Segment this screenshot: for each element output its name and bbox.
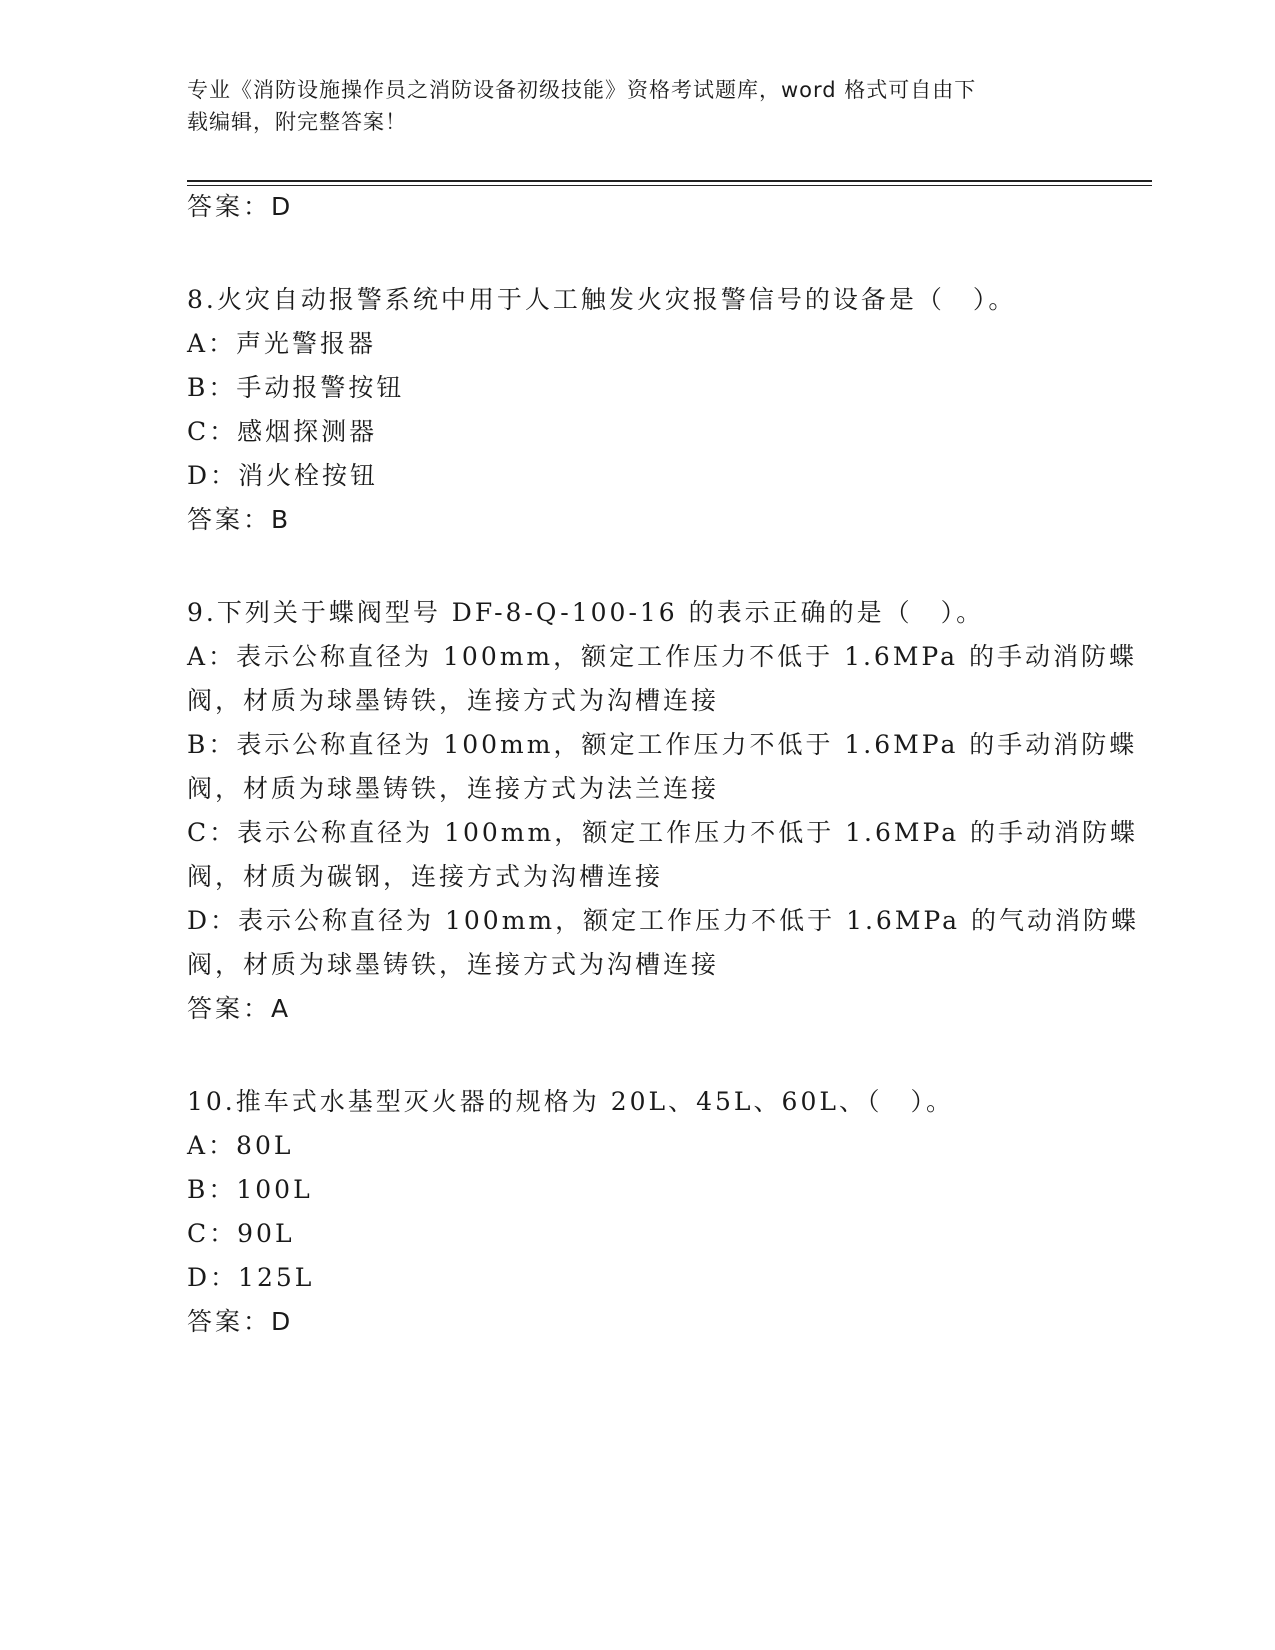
answer-label: 答案：D <box>187 1307 294 1336</box>
question-stem: 8.火灾自动报警系统中用于人工触发火灾报警信号的设备是（ ）。 <box>187 285 1017 314</box>
header-line-1: 专业《消防设施操作员之消防设备初级技能》资格考试题库，word 格式可自由下 <box>187 78 977 102</box>
document-header <box>187 74 1087 138</box>
option-a-continued: 阀，材质为球墨铸铁，连接方式为沟槽连接 <box>187 686 720 715</box>
answer-label: 答案：D <box>187 192 294 221</box>
question-stem: 9.下列关于蝶阀型号 DF-8-Q-100-16 的表示正确的是（ ）。 <box>187 598 985 627</box>
answer-label: 答案：B <box>187 505 292 534</box>
option-a: A：表示公称直径为 100mm，额定工作压力不低于 1.6MPa 的手动消防蝶 <box>187 642 1137 671</box>
option-d-continued: 阀，材质为球墨铸铁，连接方式为沟槽连接 <box>187 950 720 979</box>
header-divider-thin <box>187 185 1152 186</box>
option-a: A：声光警报器 <box>187 329 377 358</box>
option-d: D：125L <box>187 1263 315 1292</box>
option-d: D：消火栓按钮 <box>187 461 379 490</box>
option-b: B：手动报警按钮 <box>187 373 405 402</box>
option-b: B：100L <box>187 1175 313 1204</box>
header-line-2: 载编辑，附完整答案！ <box>187 110 407 134</box>
option-b-continued: 阀，材质为球墨铸铁，连接方式为法兰连接 <box>187 774 720 803</box>
header-divider-thick <box>187 180 1152 182</box>
answer-label: 答案：A <box>187 994 292 1023</box>
option-c: C：感烟探测器 <box>187 417 378 446</box>
option-c: C：表示公称直径为 100mm，额定工作压力不低于 1.6MPa 的手动消防蝶 <box>187 818 1139 847</box>
option-c-continued: 阀，材质为碳钢，连接方式为沟槽连接 <box>187 862 664 891</box>
option-c: C：90L <box>187 1219 295 1248</box>
option-b: B：表示公称直径为 100mm，额定工作压力不低于 1.6MPa 的手动消防蝶 <box>187 730 1138 759</box>
question-stem: 10.推车式水基型灭火器的规格为 20L、45L、60L、（ ）。 <box>187 1087 954 1116</box>
option-d: D：表示公称直径为 100mm，额定工作压力不低于 1.6MPa 的气动消防蝶 <box>187 906 1139 935</box>
option-a: A：80L <box>187 1131 294 1160</box>
